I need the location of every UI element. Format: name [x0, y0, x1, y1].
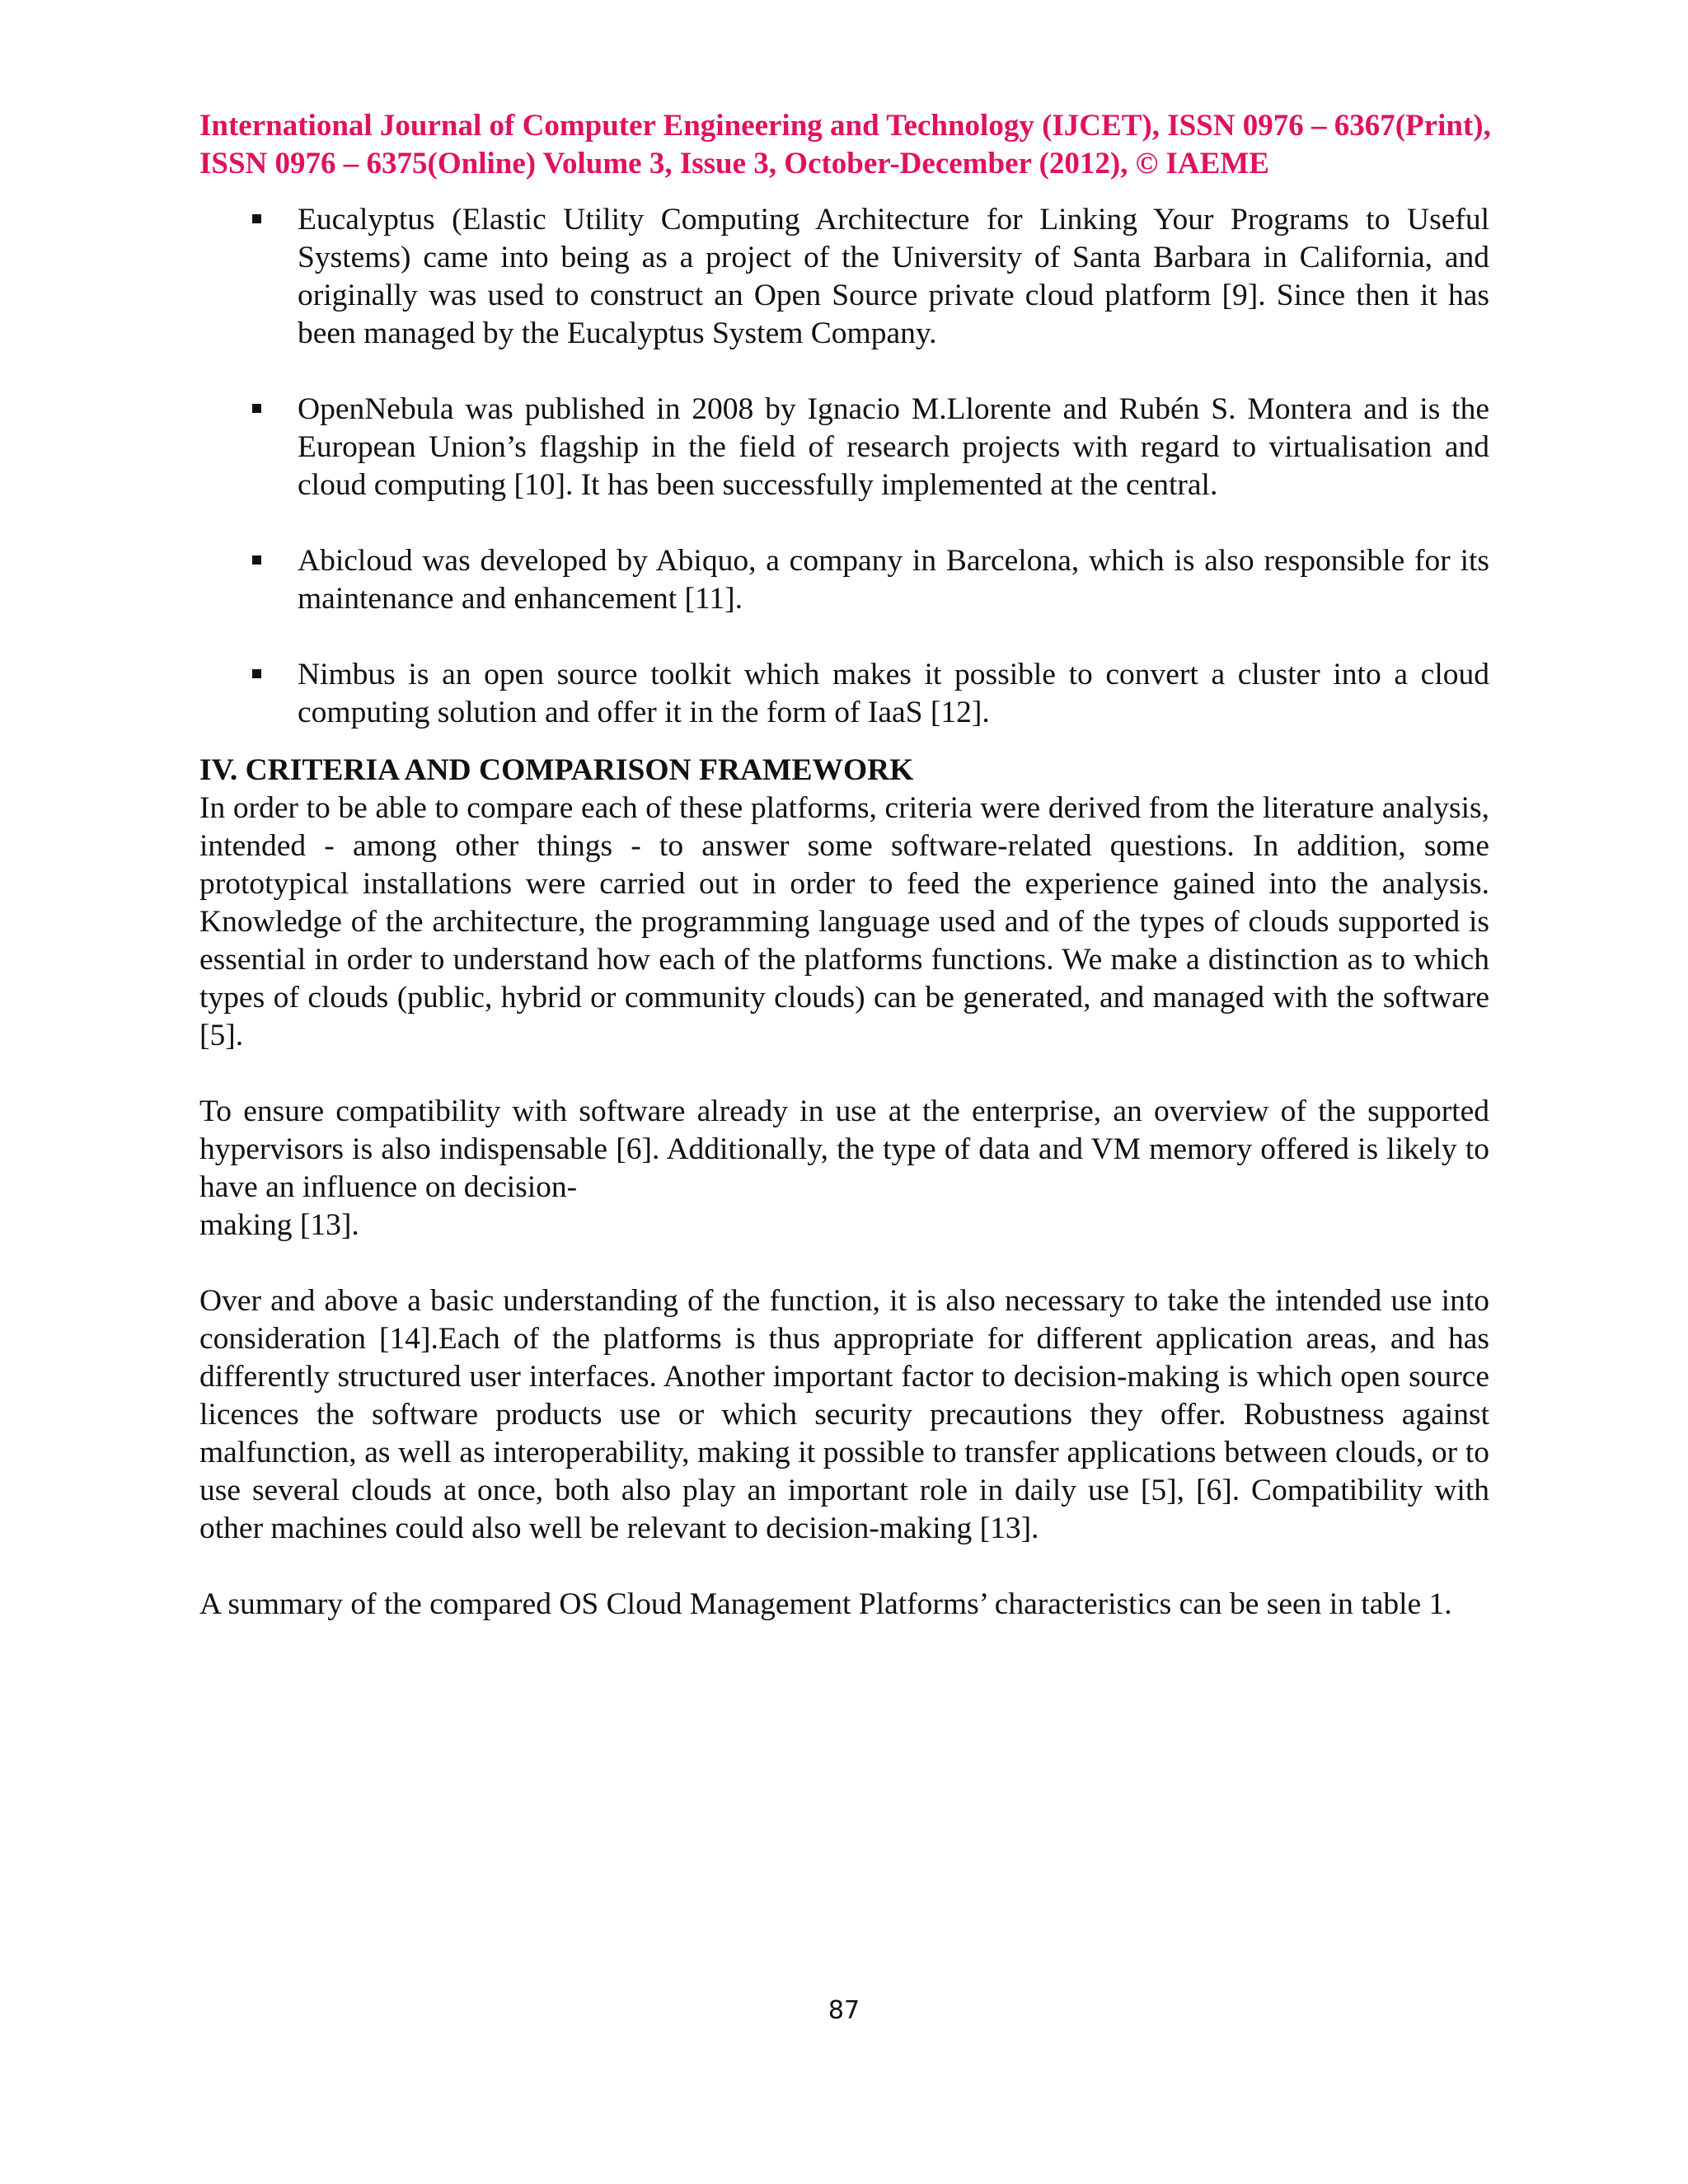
page-number: 87 — [828, 1996, 860, 2025]
list-item-text: OpenNebula was published in 2008 by Ignacio M.Llorente and Rubén S. Montera and is the European Union’s flagship in the field of research projects with regard to virtualisation and cloud computing [10]. It has been successfully implemented at the central. — [298, 392, 1489, 502]
list-item-nimbus — [199, 656, 1489, 732]
square-bullet-icon — [252, 669, 261, 678]
journal-header-line-1: International Journal of Computer Engineering and Technology (IJCET), ISSN 0976 – 6367(Print), — [199, 109, 1491, 143]
journal-header-line-2: ISSN 0976 – 6375(Online) Volume 3, Issue 3, October-December (2012), © IAEME — [199, 147, 1269, 180]
journal-header — [199, 107, 1489, 183]
list-item-text: Nimbus is an open source toolkit which makes it possible to convert a cluster into a cloud computing solution and offer it in the form of IaaS [12]. — [298, 658, 1489, 729]
paragraph-compatibility — [199, 1093, 1489, 1244]
list-item-eucalyptus — [199, 201, 1489, 353]
square-bullet-icon — [252, 404, 261, 413]
paragraph-compatibility-text: To ensure compatibility with software already in use at the enterprise, an overview of the supported hypervisors is also indispensable [6]. Additionally, the type of data and VM memory offered is likely to have an influence on decision- — [199, 1094, 1489, 1204]
body-text — [199, 201, 1489, 1624]
paper-page — [199, 107, 1489, 1661]
platform-bullet-list — [199, 201, 1489, 732]
list-item-text: Abicloud was developed by Abiquo, a company in Barcelona, which is also responsible for its maintenance and enhancement [11]. — [298, 544, 1489, 616]
section-heading: IV. CRITERIA AND COMPARISON FRAMEWORK — [199, 753, 914, 787]
paragraph-compatibility-tail: making [13]. — [199, 1208, 359, 1242]
list-item-abicloud — [199, 542, 1489, 618]
list-item-opennebula — [199, 391, 1489, 504]
paragraph-intended-use: Over and above a basic understanding of the function, it is also necessary to take the intended use into consideration [14].Each of the platforms is thus appropriate for different application areas, and has differently structured user interfaces. Another important factor to decision-making is which open source licences the software products use or which security precautions they offer. Robustness against malfunction, as well as interoperability, making it possible to transfer applications between clouds, or to use several clouds at once, both also play an important role in daily use [5], [6]. Compatibility with other machines could also well be relevant to decision-making [13]. — [199, 1284, 1489, 1545]
paragraph-criteria-intro: In order to be able to compare each of these platforms, criteria were derived from the literature analysis, intended - among other things - to answer some software-related questions. In addition, some prototypical installations were carried out in order to feed the experience gained into the analysis. Knowledge of the architecture, the programming language used and of the types of clouds supported is essential in order to understand how each of the platforms functions. We make a distinction as to which types of clouds (public, hybrid or community clouds) can be generated, and managed with the software [5]. — [199, 791, 1489, 1052]
list-item-text: Eucalyptus (Elastic Utility Computing Architecture for Linking Your Programs to Useful Systems) came into being as a project of the University of Santa Barbara in California, and originally was used to construct an Open Source private cloud platform [9]. Since then it has been managed by the Eucalyptus System Company. — [298, 203, 1489, 350]
paragraph-summary: A summary of the compared OS Cloud Management Platforms’ characteristics can be seen in table 1. — [199, 1587, 1452, 1621]
square-bullet-icon — [252, 214, 261, 223]
square-bullet-icon — [252, 555, 261, 565]
